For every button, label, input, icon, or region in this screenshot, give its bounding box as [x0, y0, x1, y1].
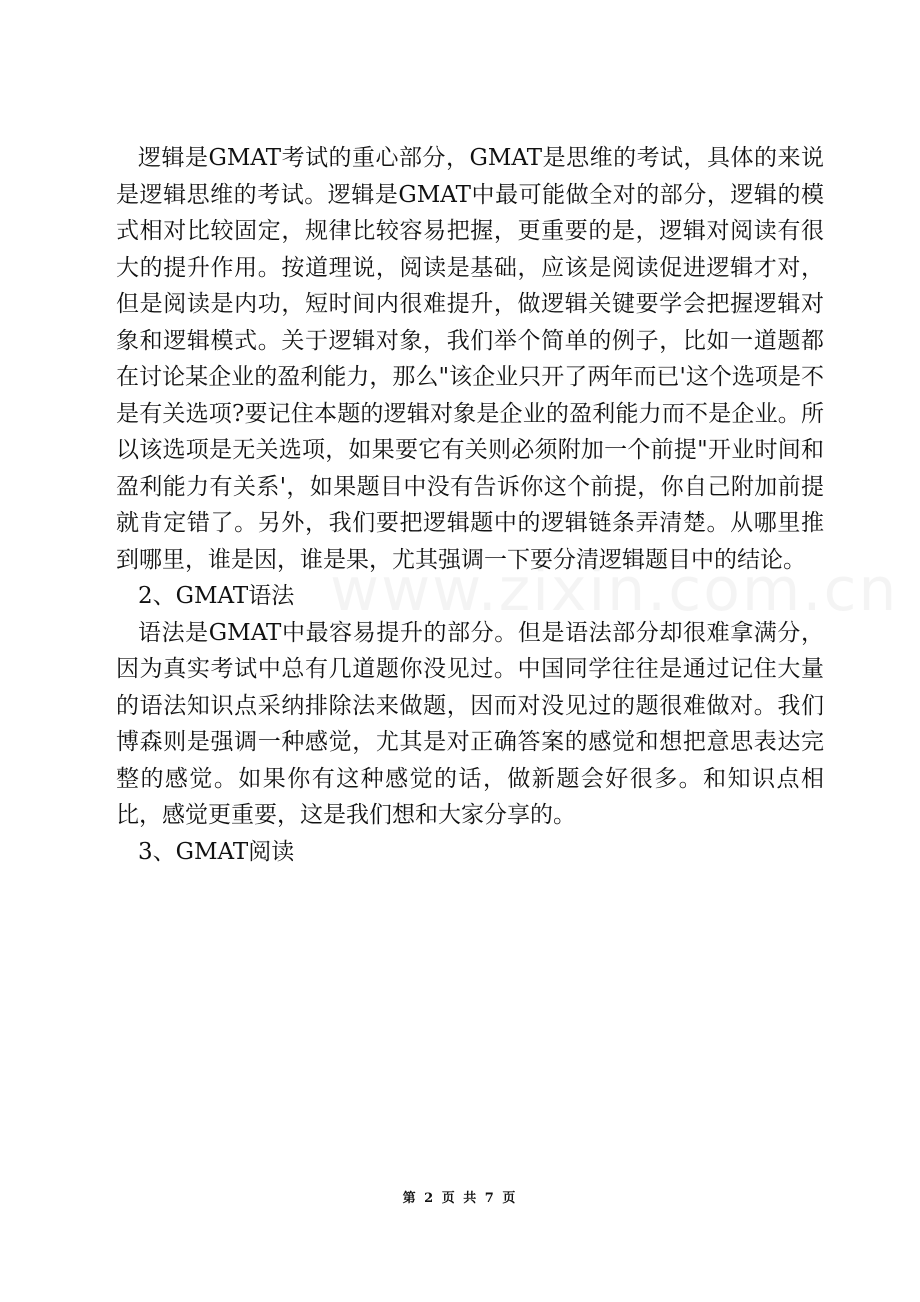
- paragraph-grammar: 语法是GMAT中最容易提升的部分。但是语法部分却很难拿满分，因为真实考试中总有几道题你没见过。中国同学往往是通过记住大量的语法知识点采纳排除法来做题，因而对没见过的题很难做对。我们博森则是强调一种感觉，尤其是对正确答案的感觉和想把意思表达完整的感觉。如果你有这种感觉的话，做新题会好很多。和知识点相比，感觉更重要，这是我们想和大家分享的。: [116, 619, 824, 828]
- document-body: [116, 140, 824, 870]
- page-footer: 第 2 页 共 7 页: [402, 1191, 518, 1206]
- section-heading-grammar: 2、GMAT语法: [138, 583, 295, 609]
- paragraph-logic: 逻辑是GMAT考试的重心部分，GMAT是思维的考试，具体的来说是逻辑思维的考试。逻辑是GMAT中最可能做全对的部分，逻辑的模式相对比较固定，规律比较容易把握，更重要的是，逻辑对阅读有很大的提升作用。按道理说，阅读是基础，应该是阅读促进逻辑才对，但是阅读是内功，短时间内很难提升，做逻辑关键要学会把握逻辑对象和逻辑模式。关于逻辑对象，我们举个简单的例子，比如一道题都在讨论某企业的盈利能力，那么"该企业只开了两年而已'这个选项是不是有关选项?要记住本题的逻辑对象是企业的盈利能力而不是企业。所以该选项是无关选项，如果要它有关则必须附加一个前提"开业时间和盈利能力有关系'，如果题目中没有告诉你这个前提，你自己附加前提就肯定错了。另外，我们要把逻辑题中的逻辑链条弄清楚。从哪里推到哪里，谁是因，谁是果，尤其强调一下要分清逻辑题目中的结论。: [116, 145, 824, 573]
- section-heading-reading: 3、GMAT阅读: [138, 838, 295, 865]
